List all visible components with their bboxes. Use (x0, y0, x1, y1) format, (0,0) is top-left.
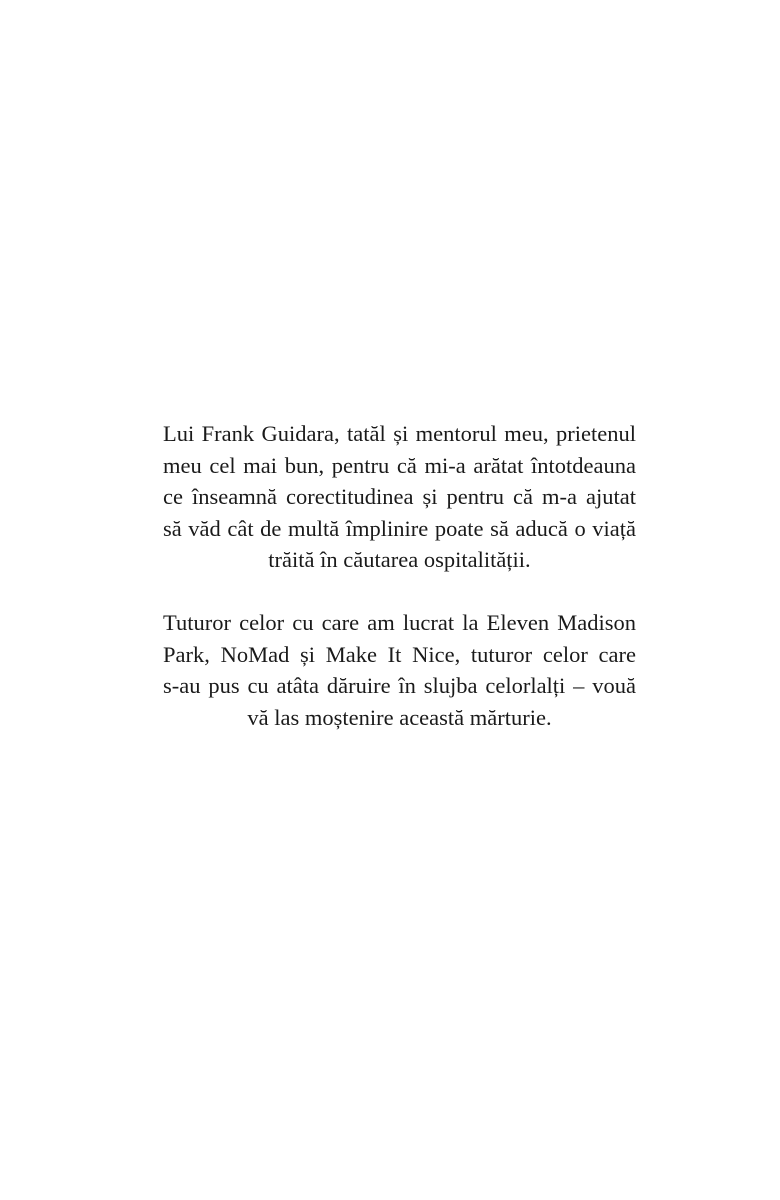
text-line: să văd cât de multă împlinire poate să aducă o viață (163, 515, 636, 541)
text-line: meu cel mai bun, pentru că mi-a arătat întotdeauna (163, 452, 636, 478)
dedication-paragraph-2 (163, 607, 636, 733)
text-line: ce înseamnă corectitudinea și pentru că m-a ajutat (163, 484, 636, 509)
text-line: Tuturor celor cu care am lucrat la Eleven Madison (163, 610, 636, 635)
dedication-text (163, 418, 636, 733)
text-line: trăită în căutarea ospitalității. (268, 547, 531, 572)
text-line: Lui Frank Guidara, tatăl și mentorul meu, prietenul (163, 421, 636, 446)
text-line: Park, NoMad și Make It Nice, tuturor celor care (163, 641, 636, 667)
dedication-paragraph-1 (163, 418, 636, 576)
text-line: s-au pus cu atâta dăruire în slujba celorlalți – vouă (163, 673, 636, 698)
text-line: vă las moștenire această mărturie. (247, 704, 552, 730)
